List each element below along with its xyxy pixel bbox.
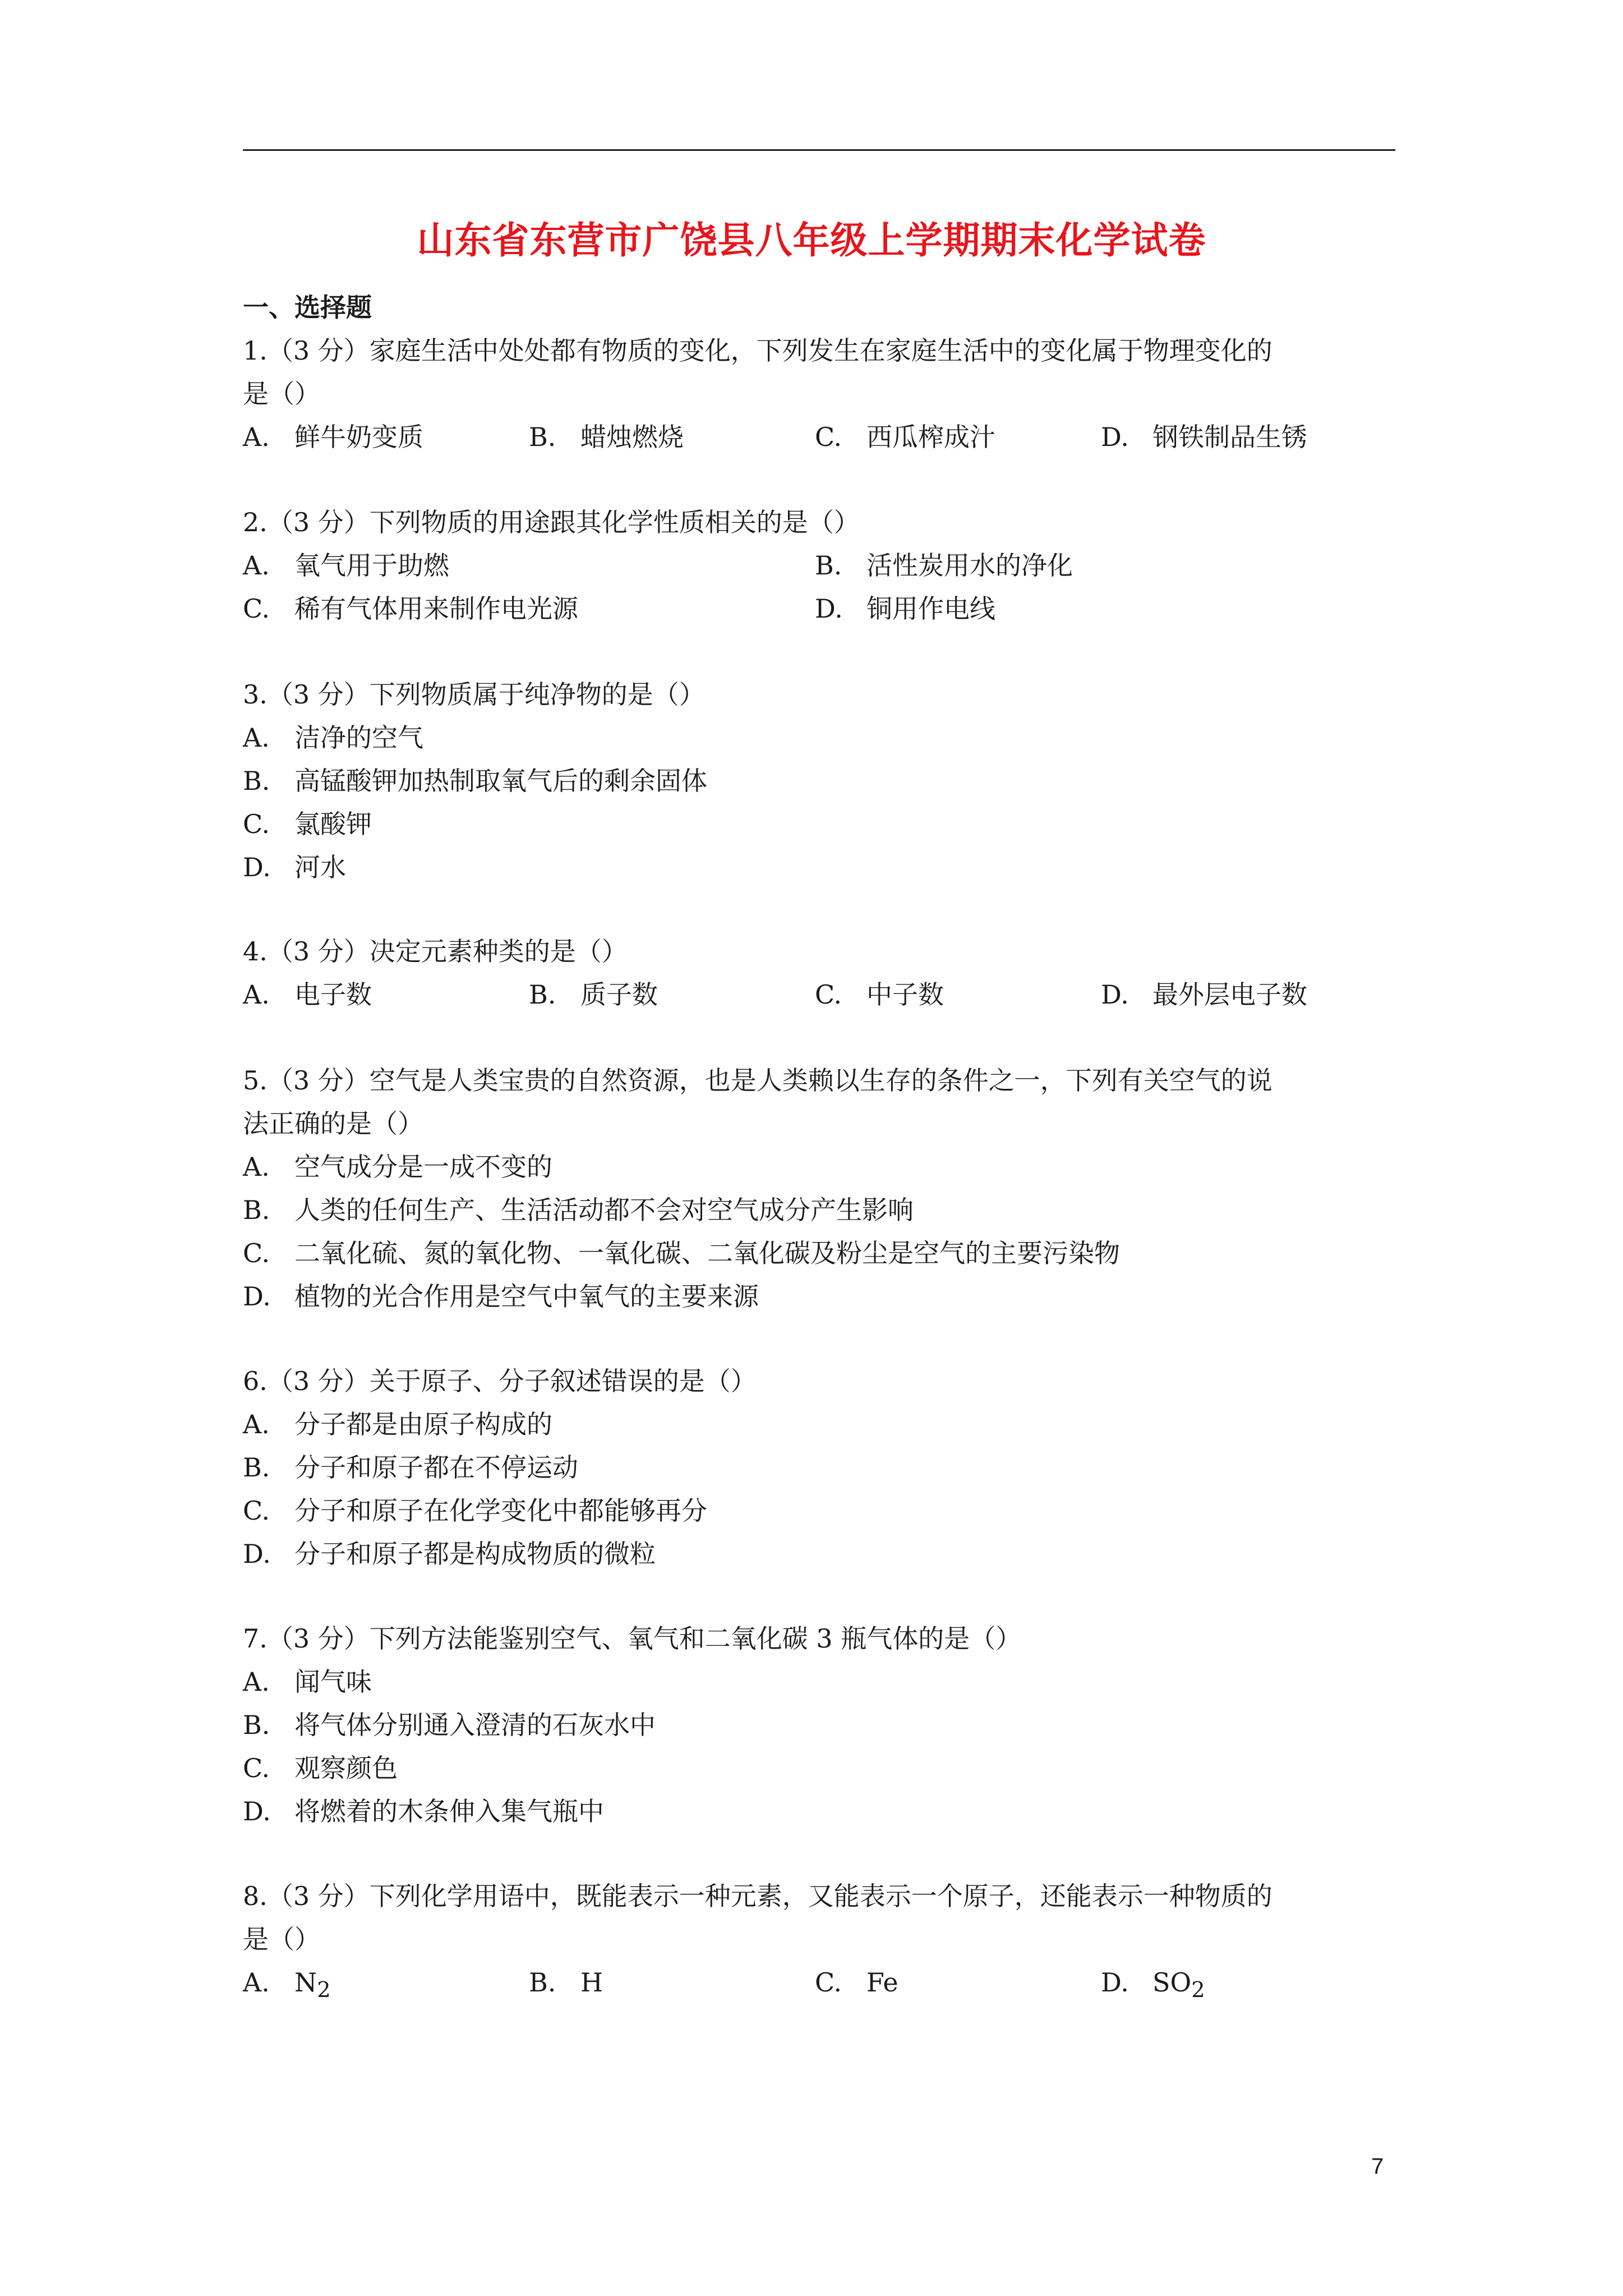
option-text: 氧气用于助燃 xyxy=(294,550,449,581)
option-letter: B. xyxy=(243,1452,270,1483)
option-letter: C. xyxy=(243,593,270,624)
question-7 xyxy=(243,1617,1404,1833)
option-b xyxy=(243,1446,1404,1489)
option-text: 空气成分是一成不变的 xyxy=(294,1152,552,1182)
option-text: 人类的任何生产、生活活动都不会对空气成分产生影响 xyxy=(294,1195,914,1225)
option-letter: D. xyxy=(815,593,843,624)
question-8 xyxy=(243,1875,1404,2012)
option-a xyxy=(243,544,815,587)
option-text: 钢铁制品生锈 xyxy=(1152,422,1307,452)
option-text: 活性炭用水的净化 xyxy=(866,550,1073,581)
option-c xyxy=(243,1232,1404,1275)
option-text: 质子数 xyxy=(580,979,658,1010)
option-text: 将燃着的木条伸入集气瓶中 xyxy=(294,1796,604,1826)
option-letter: B. xyxy=(243,766,270,796)
option-a xyxy=(243,973,529,1016)
option-b xyxy=(529,1961,815,2012)
option-letter: B. xyxy=(529,1967,556,1998)
option-text: 分子都是由原子构成的 xyxy=(294,1409,552,1439)
option-text: 洁净的空气 xyxy=(294,723,423,753)
option-letter: B. xyxy=(529,422,556,452)
option-c xyxy=(815,1961,1101,2012)
question-6 xyxy=(243,1360,1404,1576)
option-letter: C. xyxy=(243,1238,270,1268)
option-text: 将气体分别通入澄清的石灰水中 xyxy=(294,1710,656,1740)
option-a xyxy=(243,1961,529,2012)
option-text: N xyxy=(294,1967,317,1998)
option-text: 电子数 xyxy=(294,979,372,1010)
option-text: H xyxy=(580,1967,603,1998)
option-b xyxy=(529,416,815,459)
option-letter: D. xyxy=(243,852,271,882)
option-d xyxy=(815,587,1387,631)
option-a xyxy=(243,1660,1404,1704)
option-b xyxy=(815,544,1387,587)
option-letter: A. xyxy=(243,422,270,452)
option-text: 闻气味 xyxy=(294,1667,372,1697)
question-4 xyxy=(243,930,1404,1016)
question-stem-continued: 是（） xyxy=(243,1924,320,1954)
option-c xyxy=(243,1747,1404,1790)
question-stem: 6.（3 分）关于原子、分子叙述错误的是（） xyxy=(243,1366,757,1396)
option-text: SO xyxy=(1152,1967,1192,1998)
option-letter: C. xyxy=(815,422,842,452)
section-heading: 一、选择题 xyxy=(243,292,372,323)
option-letter: B. xyxy=(529,979,556,1010)
question-stem: 1.（3 分）家庭生活中处处都有物质的变化，下列发生在家庭生活中的变化属于物理变化的 xyxy=(243,335,1272,366)
options xyxy=(243,416,1404,459)
option-text: 中子数 xyxy=(866,979,944,1010)
option-c xyxy=(243,587,815,631)
option-c xyxy=(815,416,1101,459)
option-text: 蜡烛燃烧 xyxy=(580,422,684,452)
option-text: 最外层电子数 xyxy=(1152,979,1307,1010)
page-title: 山东省东营市广饶县八年级上学期期末化学试卷 xyxy=(417,218,1206,262)
question-stem-continued: 法正确的是（） xyxy=(243,1108,423,1139)
option-text: 鲜牛奶变质 xyxy=(294,422,423,452)
option-d xyxy=(243,1275,1404,1318)
option-letter: A. xyxy=(243,979,270,1010)
question-5 xyxy=(243,1059,1404,1318)
option-letter: A. xyxy=(243,1667,270,1697)
option-c xyxy=(243,803,1404,846)
option-c xyxy=(243,1489,1404,1533)
question-stem: 2.（3 分）下列物质的用途跟其化学性质相关的是（） xyxy=(243,507,860,537)
page-number: 7 xyxy=(1371,2154,1384,2179)
option-letter: D. xyxy=(1101,422,1129,452)
options xyxy=(243,716,1404,889)
option-d xyxy=(1101,416,1387,459)
question-stem: 5.（3 分）空气是人类宝贵的自然资源，也是人类赖以生存的条件之一，下列有关空气的说 xyxy=(243,1065,1272,1096)
option-letter: D. xyxy=(1101,979,1129,1010)
option-letter: A. xyxy=(243,723,270,753)
option-letter: C. xyxy=(243,809,270,839)
question-stem: 8.（3 分）下列化学用语中，既能表示一种元素，又能表示一个原子，还能表示一种物质的 xyxy=(243,1881,1272,1911)
options xyxy=(243,1660,1404,1833)
options xyxy=(243,1961,1404,2012)
option-letter: D. xyxy=(243,1796,271,1826)
option-letter: A. xyxy=(243,1409,270,1439)
question-2 xyxy=(243,501,1404,631)
option-text: Fe xyxy=(866,1967,898,1998)
question-stem: 7.（3 分）下列方法能鉴别空气、氧气和二氧化碳 3 瓶气体的是（） xyxy=(243,1623,1022,1654)
question-3 xyxy=(243,673,1404,889)
question-stem: 3.（3 分）下列物质属于纯净物的是（） xyxy=(243,679,705,710)
option-a xyxy=(243,1403,1404,1446)
option-text: 植物的光合作用是空气中氧气的主要来源 xyxy=(294,1281,759,1312)
header-rule xyxy=(243,149,1395,151)
option-text: 氯酸钾 xyxy=(294,809,372,839)
option-d xyxy=(1101,973,1387,1016)
option-letter: B. xyxy=(243,1195,270,1225)
option-b xyxy=(243,1704,1404,1747)
option-text: 分子和原子在化学变化中都能够再分 xyxy=(294,1496,707,1526)
question-1 xyxy=(243,329,1404,459)
option-letter: C. xyxy=(815,979,842,1010)
option-text: 二氧化硫、氮的氧化物、一氧化碳、二氧化碳及粉尘是空气的主要污染物 xyxy=(294,1238,1120,1268)
option-a xyxy=(243,1145,1404,1189)
options xyxy=(243,1145,1404,1318)
option-text: 分子和原子都是构成物质的微粒 xyxy=(294,1539,656,1569)
option-b xyxy=(243,760,1404,803)
subscript: 2 xyxy=(317,1977,331,2003)
option-letter: D. xyxy=(243,1281,271,1312)
option-letter: B. xyxy=(815,550,842,581)
options xyxy=(243,1403,1404,1576)
option-text: 稀有气体用来制作电光源 xyxy=(294,593,578,624)
option-a xyxy=(243,716,1404,760)
option-letter: C. xyxy=(815,1967,842,1998)
option-text: 西瓜榨成汁 xyxy=(866,422,995,452)
option-letter: A. xyxy=(243,1152,270,1182)
option-d xyxy=(243,1533,1404,1576)
option-text: 河水 xyxy=(294,852,346,882)
option-text: 观察颜色 xyxy=(294,1753,398,1783)
option-text: 分子和原子都在不停运动 xyxy=(294,1452,578,1483)
option-letter: D. xyxy=(1101,1967,1129,1998)
option-d xyxy=(243,1790,1404,1833)
question-stem: 4.（3 分）决定元素种类的是（） xyxy=(243,936,628,967)
question-stem-continued: 是（） xyxy=(243,379,320,409)
options xyxy=(243,544,1404,631)
option-b xyxy=(243,1189,1404,1232)
option-a xyxy=(243,416,529,459)
option-letter: B. xyxy=(243,1710,270,1740)
option-letter: C. xyxy=(243,1753,270,1783)
option-letter: D. xyxy=(243,1539,271,1569)
option-letter: A. xyxy=(243,1967,270,1998)
option-letter: C. xyxy=(243,1496,270,1526)
option-d xyxy=(243,846,1404,889)
option-c xyxy=(815,973,1101,1016)
option-d xyxy=(1101,1961,1387,2012)
option-b xyxy=(529,973,815,1016)
options xyxy=(243,973,1404,1016)
option-letter: A. xyxy=(243,550,270,581)
subscript: 2 xyxy=(1191,1977,1205,2003)
option-text: 铜用作电线 xyxy=(866,593,995,624)
option-text: 高锰酸钾加热制取氧气后的剩余固体 xyxy=(294,766,707,796)
